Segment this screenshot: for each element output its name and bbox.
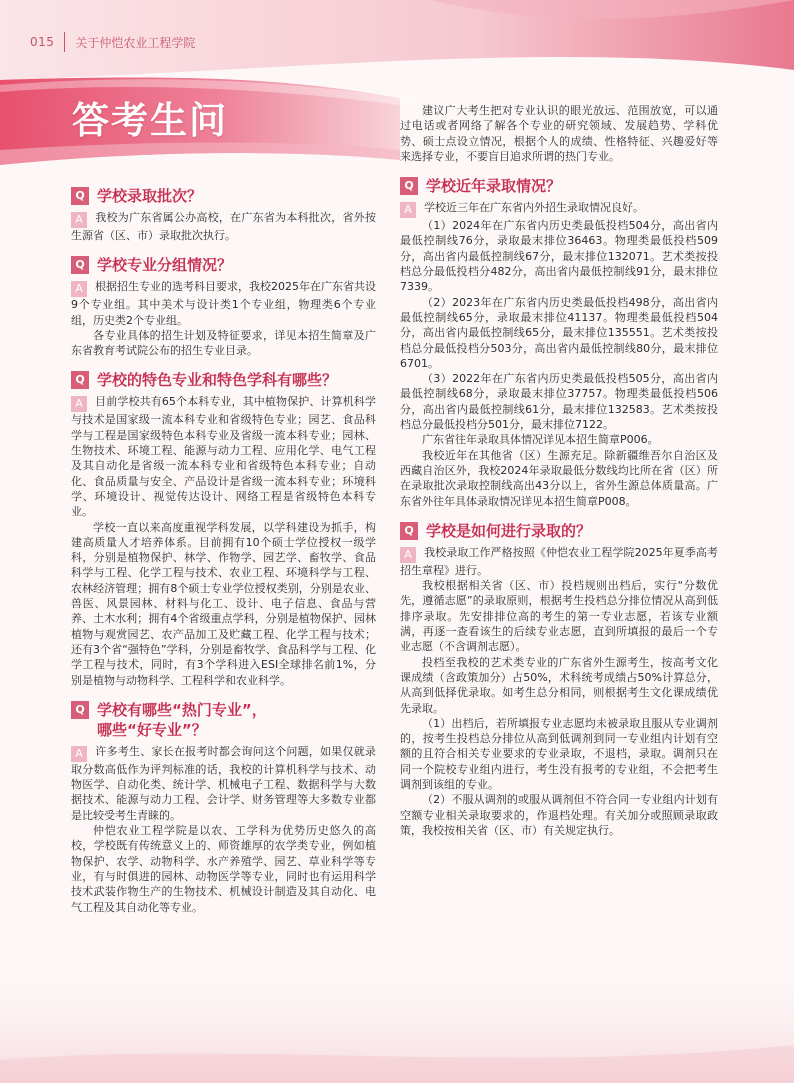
answer-paragraph: 我校近年在其他省（区）生源充足。除新疆维吾尔自治区及西藏自治区外，我校2024年录取最低分数线均比所在省（区）所在录取批次录取控制线高出43分以上，省外生源总体质量高。广东省外往年具体录取情况详见本招生简章P008。 xyxy=(400,448,718,508)
answer-paragraph: 广东省往年录取具体情况详见本招生简章P006。 xyxy=(422,433,659,447)
q-badge: Q xyxy=(71,256,89,274)
answer-paragraph: （3）2022年在广东省内历史类最低投档505分，高出省内最低控制线68分，录取最末排位37757。物理类最低投档506分，高出省内最低控制线61分，最末排位132583。艺术类按投档总分最低投档分501分，最末排位7122。 xyxy=(400,372,718,432)
question-heading xyxy=(400,176,718,196)
a-badge: A xyxy=(71,746,87,762)
a-badge: A xyxy=(71,212,87,228)
q-badge: Q xyxy=(400,177,418,195)
question-heading xyxy=(71,370,376,390)
answer-paragraph: 我校根据相关省（区、市）投档规则出档后，实行“分数优先，遵循志愿”的录取原则，根据考生投档总分排位情况从高到低排序录取。先安排排位高的考生的第一专业志愿，若该专业额满，再逐一查看该生的后续专业志愿，直到所填报的最后一个专业志愿（不含调剂志愿）。 xyxy=(400,579,718,654)
answer-paragraph: （2）2023年在广东省内历史类最低投档498分，高出省内最低控制线65分，录取最末排位41137。物理类最低投档504分，高出省内最低控制线65分，最末排位135551。艺术类按投档总分最低投档分503分，高出省内最低控制线80分，最末排位6701。 xyxy=(400,295,718,370)
answer-paragraph: （1）2024年在广东省内历史类最低投档504分，高出省内最低控制线76分，录取最末排位36463。物理类最低投档509分，高出省内最低控制线67分，最末排位132071。艺术类按投档总分最低投档分482分，高出省内最低控制线91分，最末排位7339。 xyxy=(400,219,718,294)
question-text: 学校有哪些“热门专业”， 哪些“好专业”？ xyxy=(97,700,267,739)
page-number: 015 xyxy=(30,35,55,49)
a-badge: A xyxy=(71,396,87,412)
answer-paragraph: A 根据招生专业的选考科目要求，我校2025年在广东省共设9个专业组。其中美术与设计类1个专业组，物理类6个专业组，历史类2个专业组。 xyxy=(71,280,376,327)
header-section-title: 关于仲恺农业工程学院 xyxy=(75,35,196,50)
page-title: 答考生问 xyxy=(72,99,228,142)
answer-paragraph: A 目前学校共有65个本科专业，其中植物保护、计算机科学与技术是国家级一流本科专业和省级特色专业；园艺、食品科学与工程是国家级特色本科专业及省级一流本科专业；园林、生物技术、环境工程、能源与动力工程、应用化学、电气工程及其自动化是省级一流本科专业和省级特色本科专业；自动化、食品质量与安全、产品设计是省级一流本科专业；环境科学、环境设计、视觉传达设计、网络工程是省级特色本科专业。 xyxy=(71,395,376,519)
question-heading xyxy=(71,186,376,206)
question-text: 学校专业分组情况？ xyxy=(97,256,233,275)
header-divider xyxy=(64,32,65,52)
q-badge: Q xyxy=(400,522,418,540)
answer-paragraph: A 我校为广东省属公办高校，在广东省为本科批次，省外按生源省（区、市）录取批次执行。 xyxy=(71,211,376,242)
answer-paragraph: 投档至我校的艺术类专业的广东省外生源考生，按高考文化课成绩（含政策加分）占50%，术科统考成绩占50%计算总分，从高到低择优录取。如考生总分相同，则根据考生文化课成绩优先录取。 xyxy=(400,655,718,715)
question-text: 学校近年录取情况？ xyxy=(426,177,562,196)
question-text: 学校录取批次？ xyxy=(97,187,203,205)
a-badge: A xyxy=(400,547,416,563)
q-badge: Q xyxy=(71,701,89,719)
a-badge: A xyxy=(71,281,87,297)
answer-paragraph: 各专业具体的招生计划及特征要求，详见本招生简章及广东省教育考试院公布的招生专业目录。 xyxy=(71,328,376,358)
answer-paragraph: （1）出档后，若所填报专业志愿均未被录取且服从专业调剂的，按考生投档总分排位从高到低调剂到同一专业组内计划有空额的且符合相关专业要求的专业录取，不退档，录取。调剂只在同一个院校专业组内进行，考生没有报考的专业组，不会把考生调剂到该组的专业。 xyxy=(400,716,718,791)
answer-paragraph: A 许多考生、家长在报考时都会询问这个问题，如果仅就录取分数高低作为评判标准的话，我校的计算机科学与技术、动物医学、自动化类、统计学、机械电子工程、数据科学与大数据技术、能源与动力工程、会计学、财务管理等大多数专业都是比较受考生青睐的。 xyxy=(71,744,376,822)
right-column xyxy=(400,103,718,838)
running-header xyxy=(30,30,195,54)
q-badge: Q xyxy=(71,187,89,205)
question-text: 学校的特色专业和特色学科有哪些？ xyxy=(97,371,338,390)
answer-paragraph: 仲恺农业工程学院是以农、工学科为优势历史悠久的高校，学校既有传统意义上的、师资雄厚的农学类专业，例如植物保护、农学、动物科学、水产养殖学、园艺、草业科学等专业，有与时俱进的园林、动物医学等专业，同时也有运用科学技术武装作物生产的生物技术、机械设计制造及其自动化、电气工程及其自动化等专业。 xyxy=(71,824,376,914)
answer-paragraph: （2）不服从调剂的或服从调剂但不符合同一专业组内计划有空额专业相关录取要求的，作退档处理。有关加分或照顾录取政策，我校按相关省（区、市）有关规定执行。 xyxy=(400,793,718,837)
left-column xyxy=(71,186,376,915)
answer-paragraph: A 学校近三年在广东省内外招生录取情况良好。 xyxy=(400,200,718,218)
answer-paragraph: 学校一直以来高度重视学科发展，以学科建设为抓手，构建高质量人才培养体系。目前拥有10个硕士学位授权一级学科，分别是植物保护、林学、作物学、园艺学、畜牧学、食品科学与工程、化学工程与技术、农业工程、环境科学与工程、农林经济管理；拥有8个硕士专业学位授权类别，分别是农业、兽医、风景园林、材料与化工、设计、电子信息、食品与营养、土木水利；拥有4个省级重点学科，分别是植物保护、园林植物与观赏园艺、农产品加工及贮藏工程、化学工程与技术；还有3个省“强特色”学科，分别是畜牧学、食品科学与工程、化学工程与技术，同时，有3个学科进入ESI全球排名前1%，分别是植物与动物科学、工程科学和农业科学。 xyxy=(71,520,376,687)
a-badge: A xyxy=(400,202,416,218)
question-heading xyxy=(400,521,718,541)
answer-paragraph: 建议广大考生把对专业认识的眼光放远、范围放宽，可以通过电话或者网络了解各个专业的研究领域、发展趋势、学科优势、硕士点设立情况，根据个人的成绩、性格特征、兴趣爱好等来选择专业，不要盲目追求所谓的热门专业。 xyxy=(400,104,718,163)
question-heading xyxy=(71,255,376,275)
answer-paragraph: A 我校录取工作严格按照《仲恺农业工程学院2025年夏季高考招生章程》进行。 xyxy=(400,545,718,577)
question-text: 学校是如何进行录取的？ xyxy=(426,521,592,540)
q-badge: Q xyxy=(71,371,89,389)
question-heading xyxy=(71,700,376,740)
